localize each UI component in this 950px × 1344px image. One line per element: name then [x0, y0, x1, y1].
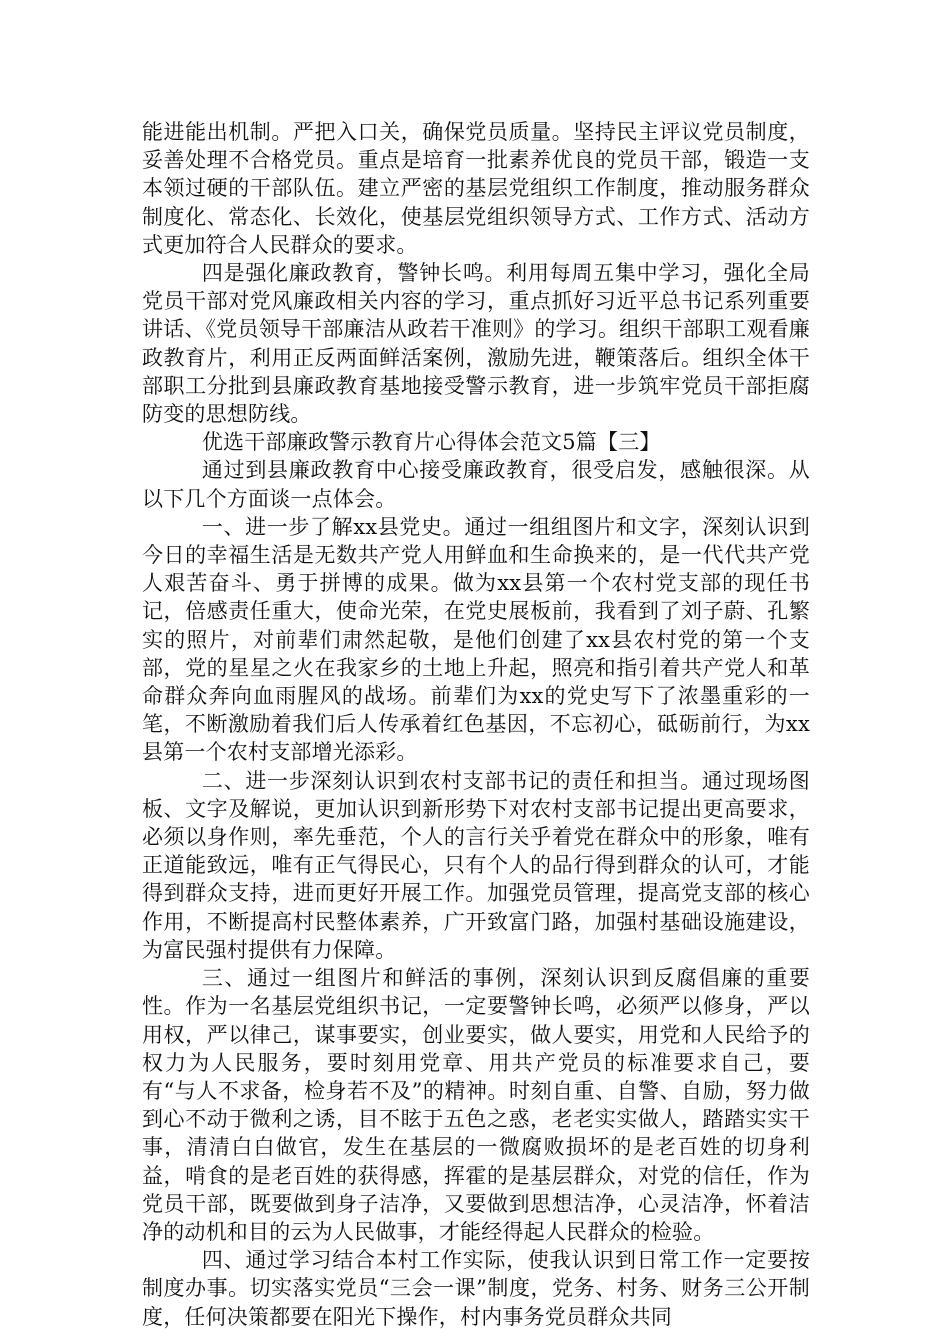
paragraph-continuation: 能进能出机制。严把入口关，确保党员质量。坚持民主评议党员制度，妥善处理不合格党员。重点是培育一批素养优良的党员干部，锻造一支本领过硬的干部队伍。建立严密的基层党组织工作制度，推动服务群众制度化、常态化、长效化，使基层党组织领导方式、工作方式、活动方式更加符合人民群众的要求。	[142, 120, 810, 257]
paragraph-point-three: 三、通过一组图片和鲜活的事例，深刻认识到反腐倡廉的重要性。作为一名基层党组织书记，一定要警钟长鸣，必须严以修身，严以用权，严以律己，谋事要实，创业要实，做人要实，用党和人民给予的权力为人民服务，要时刻用党章、用共产党员的标准要求自己，要有“与人不求备，检身若不及”的精神。时刻自重、自警、自励，努力做到心不动于微利之诱，目不眩于五色之惑，老老实实做人，踏踏实实干事，清清白白做官，发生在基层的一微腐败损坏的是老百姓的切身利益，啃食的是老百姓的获得感，挥霍的是基层群众，对党的信任，作为党员干部，既要做到身子洁净，又要做到思想洁净，心灵洁净，怀着洁净的动机和目的云为人民做事，才能经得起人民群众的检验。	[142, 966, 810, 1244]
paragraph-point-two: 二、进一步深刻认识到农村支部书记的责任和担当。通过现场图板、文字及解说，更加认识到新形势下对农村支部书记提出更高要求，必须以身作则，率先垂范，个人的言行关乎着党在群众中的形象，唯有正道能致远，唯有正气得民心，只有个人的品行得到群众的认可，才能得到群众支持，进而更好开展工作。加强党员管理，提高党支部的核心作用，不断提高村民整体素养，广开致富门路，加强村基础设施建设，为富民强村提供有力保障。	[142, 768, 810, 962]
document-body	[142, 118, 810, 1331]
paragraph-intro: 通过到县廉政教育中心接受廉政教育，很受启发，感触很深。从以下几个方面谈一点体会。	[142, 458, 810, 511]
paragraph-point-four: 四、通过学习结合本村工作实际，使我认识到日常工作一定要按制度办事。切实落实党员“三会一课”制度，党务、村务、财务三公开制度，任何决策都要在阳光下操作，村内事务党员群众共同	[142, 1248, 810, 1329]
section-heading: 优选干部廉政警示教育片心得体会范文5篇【三】	[201, 430, 661, 455]
paragraph-point-one: 一、进一步了解xx县党史。通过一组组图片和文字，深刻认识到今日的幸福生活是无数共产党人用鲜血和生命换来的，是一代代共产党人艰苦奋斗、勇于拼博的成果。做为xx县第一个农村党支部的现任书记，倍感责任重大，使命光荣，在党史展板前，我看到了刘子蔚、孔繁实的照片，对前辈们肃然起敬，是他们创建了xx县农村党的第一个支部，党的星星之火在我家乡的土地上升起，照亮和指引着共产党人和革命群众奔向血雨腥风的战场。前辈们为xx的党史写下了浓墨重彩的一笔，不断激励着我们后人传承着红色基因，不忘初心，砥砺前行，为xx县第一个农村支部增光添彩。	[142, 514, 810, 765]
paragraph-fourth-point: 四是强化廉政教育，警钟长鸣。利用每周五集中学习，强化全局党员干部对党风廉政相关内容的学习，重点抓好习近平总书记系列重要讲话、《党员领导干部廉洁从政若干准则》的学习。组织干部职工观看廉政教育片，利用正反两面鲜活案例，激励先进，鞭策落后。组织全体干部职工分批到县廉政教育基地接受警示教育，进一步筑牢党员干部拒腐防变的思想防线。	[142, 261, 810, 427]
